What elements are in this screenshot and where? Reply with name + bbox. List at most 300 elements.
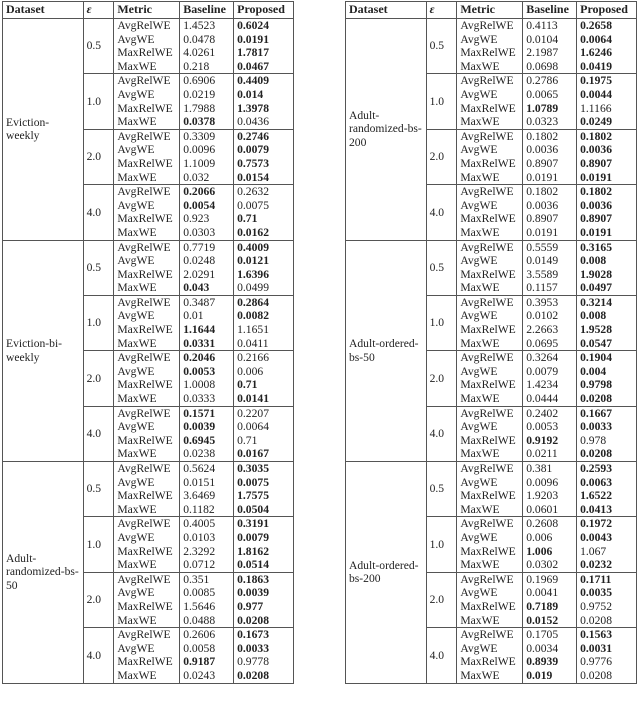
proposed-value: 0.0208: [577, 392, 637, 406]
proposed-value: 0.8907: [577, 212, 637, 226]
proposed-value: 0.0208: [577, 447, 637, 461]
metric-name: MaxWE: [114, 171, 180, 185]
metric-name: AvgWE: [457, 33, 523, 47]
metric-name: MaxWE: [114, 503, 180, 517]
baseline-value: 0.0039: [180, 420, 234, 434]
baseline-value: 0.2608: [523, 517, 577, 531]
proposed-value: 0.71: [234, 434, 294, 448]
metric-name: MaxWE: [114, 392, 180, 406]
baseline-value: 0.2606: [180, 628, 234, 642]
epsilon-value: 0.5: [426, 462, 457, 517]
baseline-value: 0.0601: [523, 503, 577, 517]
dataset-name: Eviction-weekly: [3, 19, 84, 241]
baseline-value: 0.7189: [523, 600, 577, 614]
baseline-value: 0.0151: [180, 476, 234, 490]
proposed-value: 1.067: [577, 545, 637, 559]
metric-name: MaxWE: [114, 60, 180, 74]
header-dataset: Dataset: [346, 2, 427, 19]
dataset-name: Adult-ordered-bs-200: [346, 462, 427, 684]
baseline-value: 0.2402: [523, 406, 577, 420]
epsilon-value: 2.0: [83, 351, 114, 406]
proposed-value: 0.0499: [234, 281, 294, 295]
metric-name: MaxWE: [457, 669, 523, 683]
proposed-value: 0.1711: [577, 572, 637, 586]
metric-name: MaxRelWE: [114, 46, 180, 60]
metric-name: MaxWE: [457, 171, 523, 185]
proposed-value: 0.3035: [234, 462, 294, 476]
proposed-value: 0.0035: [577, 586, 637, 600]
proposed-value: 0.0063: [577, 476, 637, 490]
proposed-value: 0.0419: [577, 60, 637, 74]
metric-name: AvgRelWE: [114, 295, 180, 309]
metric-name: AvgRelWE: [457, 295, 523, 309]
metric-name: MaxWE: [114, 558, 180, 572]
proposed-value: 0.1563: [577, 628, 637, 642]
metric-name: AvgWE: [114, 88, 180, 102]
baseline-value: 0.0695: [523, 337, 577, 351]
epsilon-value: 0.5: [426, 19, 457, 74]
metric-name: AvgRelWE: [457, 240, 523, 254]
baseline-value: 0.0053: [523, 420, 577, 434]
baseline-value: 0.0104: [523, 33, 577, 47]
metric-name: MaxWE: [457, 614, 523, 628]
proposed-value: 0.0064: [234, 420, 294, 434]
proposed-value: 0.0497: [577, 281, 637, 295]
metric-name: MaxWE: [114, 226, 180, 240]
baseline-value: 0.006: [523, 531, 577, 545]
metric-name: MaxRelWE: [114, 323, 180, 337]
metric-name: MaxRelWE: [457, 268, 523, 282]
metric-name: AvgWE: [457, 309, 523, 323]
dataset-name: Adult-ordered-bs-50: [346, 240, 427, 462]
proposed-value: 0.2864: [234, 295, 294, 309]
baseline-value: 0.0065: [523, 88, 577, 102]
baseline-value: 0.0302: [523, 558, 577, 572]
header-proposed: Proposed: [577, 2, 637, 19]
metric-name: MaxRelWE: [114, 157, 180, 171]
baseline-value: 0.0096: [180, 143, 234, 157]
proposed-value: 0.0044: [577, 88, 637, 102]
proposed-value: 0.7573: [234, 157, 294, 171]
baseline-value: 3.5589: [523, 268, 577, 282]
baseline-value: 0.0323: [523, 115, 577, 129]
metric-name: MaxRelWE: [114, 600, 180, 614]
baseline-value: 0.0331: [180, 337, 234, 351]
baseline-value: 0.0333: [180, 392, 234, 406]
epsilon-value: 0.5: [83, 19, 114, 74]
baseline-value: 0.0211: [523, 447, 577, 461]
baseline-value: 0.1182: [180, 503, 234, 517]
metric-name: MaxWE: [457, 558, 523, 572]
metric-name: AvgWE: [457, 88, 523, 102]
proposed-value: 1.7575: [234, 489, 294, 503]
baseline-value: 0.0152: [523, 614, 577, 628]
proposed-value: 0.0141: [234, 392, 294, 406]
metric-name: AvgWE: [114, 309, 180, 323]
metric-name: AvgWE: [457, 199, 523, 213]
baseline-value: 0.6945: [180, 434, 234, 448]
proposed-value: 0.978: [577, 434, 637, 448]
baseline-value: 0.01: [180, 309, 234, 323]
proposed-value: 0.1863: [234, 572, 294, 586]
metric-name: MaxWE: [114, 115, 180, 129]
proposed-value: 0.0191: [234, 33, 294, 47]
baseline-value: 0.5624: [180, 462, 234, 476]
proposed-value: 1.8162: [234, 545, 294, 559]
proposed-value: 0.4409: [234, 74, 294, 88]
epsilon-value: 4.0: [83, 406, 114, 461]
metric-name: AvgWE: [114, 476, 180, 490]
proposed-value: 1.1651: [234, 323, 294, 337]
metric-name: AvgRelWE: [114, 406, 180, 420]
proposed-value: 0.004: [577, 365, 637, 379]
metric-name: AvgRelWE: [114, 572, 180, 586]
baseline-value: 0.9187: [180, 655, 234, 669]
baseline-value: 0.0149: [523, 254, 577, 268]
proposed-value: 0.0436: [234, 115, 294, 129]
header-baseline: Baseline: [180, 2, 234, 19]
proposed-value: 0.0031: [577, 642, 637, 656]
baseline-value: 0.032: [180, 171, 234, 185]
baseline-value: 0.5559: [523, 240, 577, 254]
metric-name: AvgRelWE: [114, 129, 180, 143]
proposed-value: 0.2658: [577, 19, 637, 33]
baseline-value: 0.8939: [523, 655, 577, 669]
baseline-value: 0.381: [523, 462, 577, 476]
baseline-value: 0.0096: [523, 476, 577, 490]
metric-name: AvgWE: [114, 586, 180, 600]
metric-name: AvgWE: [114, 143, 180, 157]
proposed-value: 0.0167: [234, 447, 294, 461]
proposed-value: 1.6246: [577, 46, 637, 60]
table-row: [346, 19, 637, 33]
proposed-value: 0.0208: [577, 614, 637, 628]
baseline-value: 0.0488: [180, 614, 234, 628]
epsilon-value: 1.0: [83, 295, 114, 350]
baseline-value: 3.6469: [180, 489, 234, 503]
proposed-value: 0.0154: [234, 171, 294, 185]
header-metric: Metric: [114, 2, 180, 19]
proposed-value: 0.0039: [234, 586, 294, 600]
epsilon-value: 2.0: [426, 129, 457, 184]
metric-name: AvgWE: [457, 642, 523, 656]
epsilon-value: 1.0: [83, 517, 114, 572]
proposed-value: 0.1975: [577, 74, 637, 88]
metric-name: AvgRelWE: [457, 462, 523, 476]
metric-name: MaxRelWE: [114, 545, 180, 559]
metric-name: MaxWE: [457, 447, 523, 461]
metric-name: MaxWE: [114, 447, 180, 461]
baseline-value: 0.0238: [180, 447, 234, 461]
header-epsilon: ε: [426, 2, 457, 19]
baseline-value: 0.043: [180, 281, 234, 295]
proposed-value: 0.2632: [234, 185, 294, 199]
baseline-value: 0.3953: [523, 295, 577, 309]
proposed-value: 0.0036: [577, 199, 637, 213]
table-row: [346, 240, 637, 254]
proposed-value: 0.3214: [577, 295, 637, 309]
baseline-value: 1.1644: [180, 323, 234, 337]
baseline-value: 2.3292: [180, 545, 234, 559]
metric-name: AvgWE: [457, 586, 523, 600]
metric-name: AvgWE: [114, 254, 180, 268]
metric-name: AvgWE: [114, 365, 180, 379]
proposed-value: 0.1904: [577, 351, 637, 365]
metric-name: MaxRelWE: [114, 102, 180, 116]
proposed-value: 0.1802: [577, 129, 637, 143]
metric-name: AvgWE: [114, 33, 180, 47]
metric-name: MaxWE: [457, 226, 523, 240]
metric-name: AvgRelWE: [114, 628, 180, 642]
proposed-value: 0.0191: [577, 171, 637, 185]
proposed-value: 0.0467: [234, 60, 294, 74]
proposed-value: 0.0411: [234, 337, 294, 351]
baseline-value: 0.0248: [180, 254, 234, 268]
metric-name: MaxWE: [457, 392, 523, 406]
metric-name: MaxRelWE: [457, 102, 523, 116]
baseline-value: 0.9192: [523, 434, 577, 448]
epsilon-value: 2.0: [83, 129, 114, 184]
results-table-left: [2, 1, 294, 684]
baseline-value: 1.9203: [523, 489, 577, 503]
epsilon-value: 4.0: [426, 406, 457, 461]
table-row: [3, 462, 294, 476]
proposed-value: 0.2593: [577, 462, 637, 476]
proposed-value: 0.0514: [234, 558, 294, 572]
proposed-value: 0.71: [234, 378, 294, 392]
metric-name: AvgRelWE: [457, 517, 523, 531]
proposed-value: 0.0043: [577, 531, 637, 545]
epsilon-value: 0.5: [83, 462, 114, 517]
proposed-value: 0.0033: [577, 420, 637, 434]
baseline-value: 0.6906: [180, 74, 234, 88]
baseline-value: 0.218: [180, 60, 234, 74]
baseline-value: 0.0102: [523, 309, 577, 323]
epsilon-value: 2.0: [426, 351, 457, 406]
metric-name: MaxWE: [457, 281, 523, 295]
proposed-value: 0.0504: [234, 503, 294, 517]
proposed-value: 0.1802: [577, 185, 637, 199]
epsilon-value: 4.0: [426, 628, 457, 683]
baseline-value: 0.0712: [180, 558, 234, 572]
proposed-value: 0.008: [577, 309, 637, 323]
metric-name: AvgRelWE: [114, 74, 180, 88]
baseline-value: 1.0008: [180, 378, 234, 392]
epsilon-value: 4.0: [426, 185, 457, 240]
proposed-value: 0.0208: [577, 669, 637, 683]
baseline-value: 0.0191: [523, 226, 577, 240]
metric-name: MaxRelWE: [457, 212, 523, 226]
proposed-value: 0.977: [234, 600, 294, 614]
results-table-right: [345, 1, 637, 684]
proposed-value: 0.0036: [577, 143, 637, 157]
metric-name: MaxRelWE: [457, 600, 523, 614]
proposed-value: 0.0413: [577, 503, 637, 517]
metric-name: MaxWE: [114, 281, 180, 295]
epsilon-value: 4.0: [83, 628, 114, 683]
proposed-value: 1.1166: [577, 102, 637, 116]
baseline-value: 0.0036: [523, 199, 577, 213]
metric-name: AvgRelWE: [457, 74, 523, 88]
baseline-value: 0.0085: [180, 586, 234, 600]
header-proposed: Proposed: [234, 2, 294, 19]
metric-name: MaxWE: [114, 614, 180, 628]
proposed-value: 0.3191: [234, 517, 294, 531]
header-dataset: Dataset: [3, 2, 84, 19]
metric-name: MaxRelWE: [114, 489, 180, 503]
baseline-value: 1.1009: [180, 157, 234, 171]
metric-name: AvgRelWE: [457, 129, 523, 143]
proposed-value: 0.0075: [234, 199, 294, 213]
baseline-value: 0.0219: [180, 88, 234, 102]
baseline-value: 0.2786: [523, 74, 577, 88]
metric-name: AvgRelWE: [457, 351, 523, 365]
metric-name: AvgWE: [457, 531, 523, 545]
baseline-value: 0.0079: [523, 365, 577, 379]
proposed-value: 0.3165: [577, 240, 637, 254]
proposed-value: 0.1673: [234, 628, 294, 642]
baseline-value: 0.0054: [180, 199, 234, 213]
baseline-value: 1.5646: [180, 600, 234, 614]
baseline-value: 0.0243: [180, 669, 234, 683]
header-metric: Metric: [457, 2, 523, 19]
proposed-value: 0.1667: [577, 406, 637, 420]
baseline-value: 0.1705: [523, 628, 577, 642]
baseline-value: 1.4234: [523, 378, 577, 392]
metric-name: AvgWE: [114, 199, 180, 213]
baseline-value: 1.006: [523, 545, 577, 559]
baseline-value: 0.7719: [180, 240, 234, 254]
table-row: [3, 19, 294, 33]
proposed-value: 0.0075: [234, 476, 294, 490]
proposed-value: 0.2166: [234, 351, 294, 365]
metric-name: MaxRelWE: [114, 268, 180, 282]
proposed-value: 0.006: [234, 365, 294, 379]
baseline-value: 0.351: [180, 572, 234, 586]
baseline-value: 0.019: [523, 669, 577, 683]
baseline-value: 2.0291: [180, 268, 234, 282]
header-row: [3, 2, 294, 19]
proposed-value: 0.0208: [234, 614, 294, 628]
metric-name: MaxWE: [114, 337, 180, 351]
metric-name: AvgWE: [457, 476, 523, 490]
baseline-value: 0.3264: [523, 351, 577, 365]
metric-name: AvgRelWE: [457, 572, 523, 586]
metric-name: AvgRelWE: [114, 19, 180, 33]
epsilon-value: 0.5: [426, 240, 457, 295]
proposed-value: 1.3978: [234, 102, 294, 116]
baseline-value: 0.0053: [180, 365, 234, 379]
baseline-value: 0.2046: [180, 351, 234, 365]
proposed-value: 1.9028: [577, 268, 637, 282]
proposed-value: 0.0191: [577, 226, 637, 240]
epsilon-value: 2.0: [83, 572, 114, 627]
metric-name: MaxRelWE: [457, 378, 523, 392]
proposed-value: 0.71: [234, 212, 294, 226]
proposed-value: 0.0249: [577, 115, 637, 129]
metric-name: AvgRelWE: [114, 240, 180, 254]
dataset-name: Adult-randomized-bs-200: [346, 19, 427, 241]
epsilon-value: 1.0: [426, 74, 457, 129]
epsilon-value: 1.0: [426, 295, 457, 350]
metric-name: MaxRelWE: [457, 157, 523, 171]
baseline-value: 0.4005: [180, 517, 234, 531]
baseline-value: 1.7988: [180, 102, 234, 116]
baseline-value: 0.0041: [523, 586, 577, 600]
proposed-value: 0.0079: [234, 531, 294, 545]
table-row: [3, 240, 294, 254]
metric-name: AvgWE: [114, 420, 180, 434]
baseline-value: 0.0698: [523, 60, 577, 74]
baseline-value: 0.8907: [523, 157, 577, 171]
metric-name: MaxWE: [114, 669, 180, 683]
metric-name: AvgRelWE: [114, 517, 180, 531]
baseline-value: 1.0789: [523, 102, 577, 116]
baseline-value: 0.1802: [523, 129, 577, 143]
epsilon-value: 1.0: [83, 74, 114, 129]
baseline-value: 0.3487: [180, 295, 234, 309]
metric-name: MaxRelWE: [457, 655, 523, 669]
proposed-value: 1.9528: [577, 323, 637, 337]
baseline-value: 0.2066: [180, 185, 234, 199]
baseline-value: 0.0058: [180, 642, 234, 656]
dataset-name: Eviction-bi-weekly: [3, 240, 84, 462]
proposed-value: 0.0064: [577, 33, 637, 47]
metric-name: MaxRelWE: [114, 434, 180, 448]
metric-name: AvgRelWE: [457, 19, 523, 33]
proposed-value: 0.008: [577, 254, 637, 268]
proposed-value: 0.2207: [234, 406, 294, 420]
table-row: [346, 462, 637, 476]
baseline-value: 0.0036: [523, 143, 577, 157]
metric-name: MaxWE: [457, 60, 523, 74]
proposed-value: 0.2746: [234, 129, 294, 143]
baseline-value: 0.1969: [523, 572, 577, 586]
baseline-value: 0.0034: [523, 642, 577, 656]
metric-name: MaxRelWE: [457, 489, 523, 503]
baseline-value: 0.1571: [180, 406, 234, 420]
baseline-value: 0.4113: [523, 19, 577, 33]
metric-name: MaxWE: [457, 115, 523, 129]
proposed-value: 0.0033: [234, 642, 294, 656]
metric-name: MaxRelWE: [114, 212, 180, 226]
metric-name: AvgWE: [114, 642, 180, 656]
proposed-value: 1.6522: [577, 489, 637, 503]
baseline-value: 0.1802: [523, 185, 577, 199]
proposed-value: 0.9778: [234, 655, 294, 669]
proposed-value: 0.014: [234, 88, 294, 102]
dataset-name: Adult-randomized-bs-50: [3, 462, 84, 684]
baseline-value: 2.2663: [523, 323, 577, 337]
metric-name: AvgRelWE: [114, 351, 180, 365]
baseline-value: 0.923: [180, 212, 234, 226]
metric-name: MaxRelWE: [114, 378, 180, 392]
proposed-value: 0.0079: [234, 143, 294, 157]
epsilon-value: 0.5: [83, 240, 114, 295]
proposed-value: 0.8907: [577, 157, 637, 171]
proposed-value: 0.9798: [577, 378, 637, 392]
proposed-value: 0.4009: [234, 240, 294, 254]
proposed-value: 0.1972: [577, 517, 637, 531]
baseline-value: 4.0261: [180, 46, 234, 60]
metric-name: MaxWE: [457, 503, 523, 517]
epsilon-value: 4.0: [83, 185, 114, 240]
metric-name: MaxWE: [457, 337, 523, 351]
baseline-value: 0.1157: [523, 281, 577, 295]
proposed-value: 0.0208: [234, 669, 294, 683]
metric-name: AvgWE: [457, 365, 523, 379]
metric-name: MaxRelWE: [114, 655, 180, 669]
